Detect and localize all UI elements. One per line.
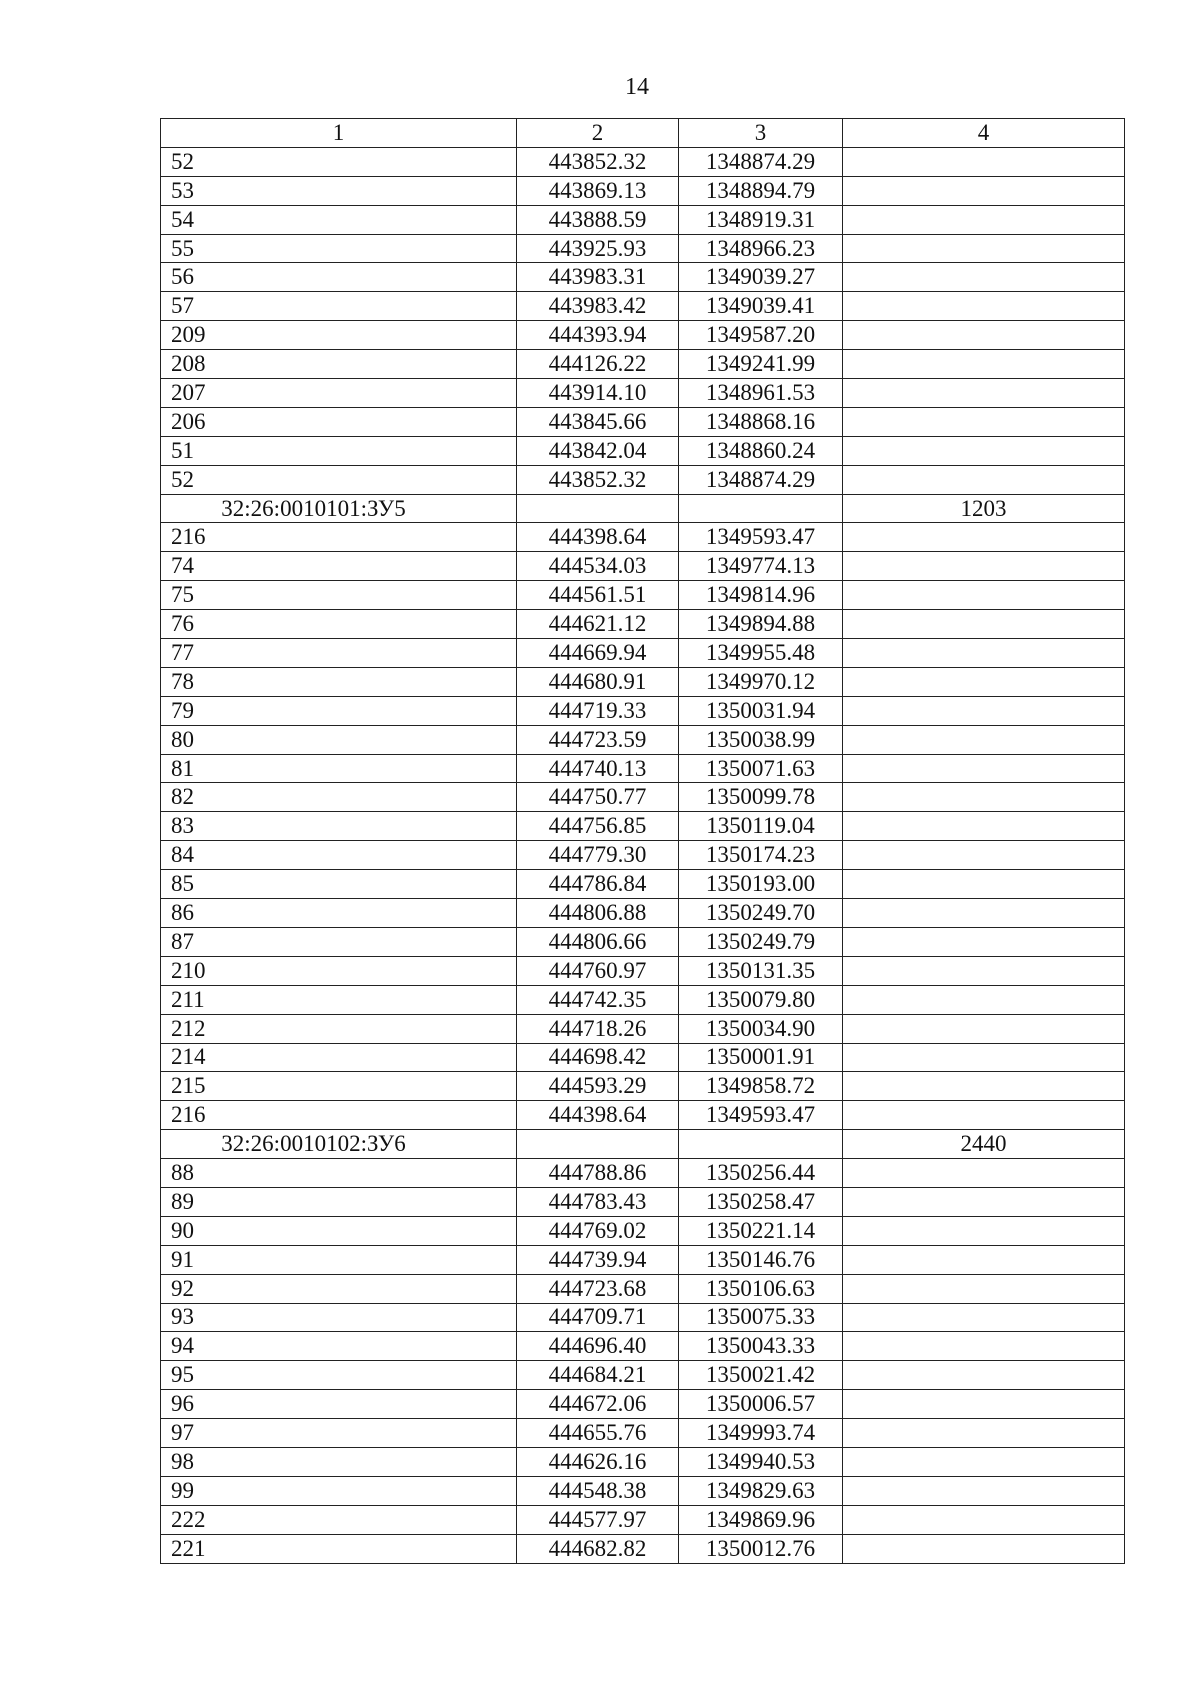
cell-y: 1350071.63 [679,754,843,783]
cell-x: 444788.86 [517,1159,679,1188]
cell-x: 444621.12 [517,610,679,639]
cell-x: 443842.04 [517,436,679,465]
cell-area [843,1534,1125,1563]
table-row [161,1332,1125,1361]
table-row [161,350,1125,379]
cell-x: 443983.42 [517,292,679,321]
cell-y: 1350174.23 [679,841,843,870]
cell-area [843,1245,1125,1274]
cell-x: 444682.82 [517,1534,679,1563]
table-row [161,552,1125,581]
table-row [161,263,1125,292]
cell-x: 444709.71 [517,1303,679,1332]
cell-area [843,350,1125,379]
parcel-cadastral-id: 32:26:0010102:ЗУ6 [161,1130,517,1159]
table-row [161,956,1125,985]
cell-area [843,581,1125,610]
parcel-header-row [161,494,1125,523]
cell-point-number: 83 [161,812,517,841]
cell-area [843,1332,1125,1361]
table-row [161,1534,1125,1563]
cell-x: 444760.97 [517,956,679,985]
column-header-point: 1 [161,119,517,148]
table-row [161,1187,1125,1216]
cell-x: 444696.40 [517,1332,679,1361]
cell-x: 444669.94 [517,639,679,668]
cell-point-number: 57 [161,292,517,321]
cell-point-number: 51 [161,436,517,465]
cell-y: 1350075.33 [679,1303,843,1332]
cell-y: 1349993.74 [679,1419,843,1448]
cell-area [843,321,1125,350]
cell-y: 1348874.29 [679,147,843,176]
column-header-area: 4 [843,119,1125,148]
table-row [161,1274,1125,1303]
table-row [161,407,1125,436]
cell-area [843,552,1125,581]
cell-point-number: 216 [161,1101,517,1130]
table-row [161,1361,1125,1390]
cell-area [843,696,1125,725]
cell-y: 1349593.47 [679,523,843,552]
table-row [161,1303,1125,1332]
cell-area [843,1159,1125,1188]
parcel-header-row [161,1130,1125,1159]
cell-y: 1349241.99 [679,350,843,379]
cell-area [843,667,1125,696]
cell-x: 444126.22 [517,350,679,379]
table-row [161,812,1125,841]
table-row [161,1505,1125,1534]
cell-point-number: 75 [161,581,517,610]
cell-x [517,1130,679,1159]
cell-x: 443888.59 [517,205,679,234]
cell-x: 444698.42 [517,1043,679,1072]
cell-point-number: 206 [161,407,517,436]
cell-y: 1350012.76 [679,1534,843,1563]
cell-point-number: 98 [161,1447,517,1476]
cell-point-number: 97 [161,1419,517,1448]
cell-point-number: 207 [161,379,517,408]
column-header-x: 2 [517,119,679,148]
column-header-y: 3 [679,119,843,148]
cell-y: 1350146.76 [679,1245,843,1274]
cell-point-number: 78 [161,667,517,696]
cell-point-number: 82 [161,783,517,812]
cell-area [843,1361,1125,1390]
cell-y: 1349039.41 [679,292,843,321]
cell-y: 1348874.29 [679,465,843,494]
cell-point-number: 91 [161,1245,517,1274]
cell-x: 444672.06 [517,1390,679,1419]
cell-area [843,465,1125,494]
cell-point-number: 90 [161,1216,517,1245]
table-row [161,436,1125,465]
table-row [161,1245,1125,1274]
cell-y: 1348868.16 [679,407,843,436]
table-header-row [161,119,1125,148]
table-row [161,899,1125,928]
cell-area [843,870,1125,899]
cell-x: 444740.13 [517,754,679,783]
cell-area [843,1014,1125,1043]
cell-area [843,725,1125,754]
cell-y: 1348966.23 [679,234,843,263]
cell-x: 444806.88 [517,899,679,928]
cell-point-number: 79 [161,696,517,725]
cell-x: 444756.85 [517,812,679,841]
cell-x: 443852.32 [517,147,679,176]
cell-x: 444769.02 [517,1216,679,1245]
cell-point-number: 88 [161,1159,517,1188]
cell-y: 1350001.91 [679,1043,843,1072]
cell-x: 444779.30 [517,841,679,870]
table-row [161,321,1125,350]
cell-y: 1350006.57 [679,1390,843,1419]
cell-area [843,263,1125,292]
cell-x: 443852.32 [517,465,679,494]
cell-point-number: 216 [161,523,517,552]
table-row [161,696,1125,725]
cell-y: 1349970.12 [679,667,843,696]
cell-area [843,927,1125,956]
cell-y: 1350099.78 [679,783,843,812]
table-row [161,1447,1125,1476]
cell-y [679,1130,843,1159]
cell-area [843,1187,1125,1216]
cell-area [843,783,1125,812]
parcel-area: 2440 [843,1130,1125,1159]
table-row [161,610,1125,639]
table-row [161,754,1125,783]
cell-y: 1348961.53 [679,379,843,408]
cell-area [843,147,1125,176]
cell-x: 444684.21 [517,1361,679,1390]
table-row [161,870,1125,899]
cell-point-number: 212 [161,1014,517,1043]
cell-point-number: 52 [161,147,517,176]
cell-area [843,610,1125,639]
cell-point-number: 54 [161,205,517,234]
cell-area [843,292,1125,321]
cell-x: 444593.29 [517,1072,679,1101]
cell-y: 1350043.33 [679,1332,843,1361]
cell-y: 1350021.42 [679,1361,843,1390]
cell-y: 1350249.70 [679,899,843,928]
cell-x: 444626.16 [517,1447,679,1476]
cell-y: 1349593.47 [679,1101,843,1130]
cell-point-number: 81 [161,754,517,783]
table-row [161,1419,1125,1448]
cell-area [843,841,1125,870]
cell-point-number: 80 [161,725,517,754]
cell-area [843,1447,1125,1476]
cell-area [843,1476,1125,1505]
cell-x: 444398.64 [517,523,679,552]
cell-y: 1349858.72 [679,1072,843,1101]
cell-area [843,1101,1125,1130]
cell-y: 1350119.04 [679,812,843,841]
table-row [161,465,1125,494]
cell-y: 1349955.48 [679,639,843,668]
table-row [161,1014,1125,1043]
cell-y: 1350131.35 [679,956,843,985]
table-row [161,234,1125,263]
cell-point-number: 52 [161,465,517,494]
cell-point-number: 85 [161,870,517,899]
cell-y: 1350106.63 [679,1274,843,1303]
cell-x: 444398.64 [517,1101,679,1130]
cell-point-number: 210 [161,956,517,985]
table-row [161,725,1125,754]
table-row [161,927,1125,956]
cell-area [843,812,1125,841]
cell-point-number: 96 [161,1390,517,1419]
cell-x: 443845.66 [517,407,679,436]
cell-x: 443869.13 [517,176,679,205]
cell-area [843,899,1125,928]
cell-x: 444718.26 [517,1014,679,1043]
table-row [161,147,1125,176]
cell-y: 1349774.13 [679,552,843,581]
cell-point-number: 221 [161,1534,517,1563]
cell-area [843,1419,1125,1448]
cell-area [843,956,1125,985]
table-row [161,292,1125,321]
cell-area [843,1043,1125,1072]
cell-point-number: 86 [161,899,517,928]
table-row [161,176,1125,205]
cell-point-number: 222 [161,1505,517,1534]
cell-y: 1349039.27 [679,263,843,292]
cell-point-number: 92 [161,1274,517,1303]
cell-x: 444786.84 [517,870,679,899]
cell-point-number: 99 [161,1476,517,1505]
cell-x: 444806.66 [517,927,679,956]
cell-y: 1350031.94 [679,696,843,725]
cell-point-number: 215 [161,1072,517,1101]
cell-x: 443914.10 [517,379,679,408]
cell-x: 444739.94 [517,1245,679,1274]
cell-point-number: 55 [161,234,517,263]
cell-point-number: 76 [161,610,517,639]
cell-point-number: 94 [161,1332,517,1361]
table-row [161,1390,1125,1419]
cell-x: 444723.68 [517,1274,679,1303]
cell-area [843,985,1125,1014]
cell-y [679,494,843,523]
cell-x: 443925.93 [517,234,679,263]
cell-area [843,754,1125,783]
table-row [161,985,1125,1014]
cell-x: 444750.77 [517,783,679,812]
cell-y: 1350193.00 [679,870,843,899]
cell-area [843,407,1125,436]
cell-y: 1349869.96 [679,1505,843,1534]
cell-y: 1350221.14 [679,1216,843,1245]
cell-y: 1349814.96 [679,581,843,610]
cell-area [843,1072,1125,1101]
table-row [161,783,1125,812]
coordinates-table [160,118,1125,1564]
cell-point-number: 93 [161,1303,517,1332]
cell-point-number: 208 [161,350,517,379]
cell-area [843,234,1125,263]
table-row [161,523,1125,552]
cell-area [843,176,1125,205]
cell-y: 1350034.90 [679,1014,843,1043]
parcel-area: 1203 [843,494,1125,523]
cell-area [843,1303,1125,1332]
cell-area [843,523,1125,552]
table-row [161,1101,1125,1130]
cell-x: 444548.38 [517,1476,679,1505]
cell-y: 1350258.47 [679,1187,843,1216]
cell-x: 444723.59 [517,725,679,754]
cell-x: 444561.51 [517,581,679,610]
cell-point-number: 95 [161,1361,517,1390]
cell-area [843,1390,1125,1419]
table-row [161,1072,1125,1101]
cell-point-number: 56 [161,263,517,292]
cell-x: 444393.94 [517,321,679,350]
cell-x: 444680.91 [517,667,679,696]
cell-x: 444719.33 [517,696,679,725]
cell-y: 1349940.53 [679,1447,843,1476]
table-row [161,1159,1125,1188]
table-row [161,1476,1125,1505]
cell-area [843,1505,1125,1534]
cell-x: 443983.31 [517,263,679,292]
cell-y: 1350249.79 [679,927,843,956]
page-number: 14 [625,74,649,100]
cell-x: 444534.03 [517,552,679,581]
cell-y: 1349829.63 [679,1476,843,1505]
cell-point-number: 74 [161,552,517,581]
cell-point-number: 87 [161,927,517,956]
cell-x: 444577.97 [517,1505,679,1534]
cell-x [517,494,679,523]
cell-area [843,436,1125,465]
cell-y: 1348919.31 [679,205,843,234]
cell-point-number: 84 [161,841,517,870]
table-row [161,1043,1125,1072]
cell-point-number: 211 [161,985,517,1014]
table-row [161,581,1125,610]
cell-x: 444655.76 [517,1419,679,1448]
cell-point-number: 214 [161,1043,517,1072]
cell-y: 1349894.88 [679,610,843,639]
table-row [161,639,1125,668]
cell-point-number: 209 [161,321,517,350]
cell-point-number: 53 [161,176,517,205]
cell-y: 1348894.79 [679,176,843,205]
cell-x: 444742.35 [517,985,679,1014]
cell-point-number: 77 [161,639,517,668]
cell-area [843,1216,1125,1245]
table-row [161,667,1125,696]
table-body [161,147,1125,1563]
table-row [161,841,1125,870]
cell-y: 1350079.80 [679,985,843,1014]
cell-y: 1349587.20 [679,321,843,350]
cell-area [843,1274,1125,1303]
table-row [161,379,1125,408]
cell-area [843,205,1125,234]
parcel-cadastral-id: 32:26:0010101:ЗУ5 [161,494,517,523]
cell-y: 1350038.99 [679,725,843,754]
table-row [161,205,1125,234]
cell-point-number: 89 [161,1187,517,1216]
cell-x: 444783.43 [517,1187,679,1216]
cell-y: 1350256.44 [679,1159,843,1188]
cell-area [843,639,1125,668]
cell-y: 1348860.24 [679,436,843,465]
table-row [161,1216,1125,1245]
cell-area [843,379,1125,408]
